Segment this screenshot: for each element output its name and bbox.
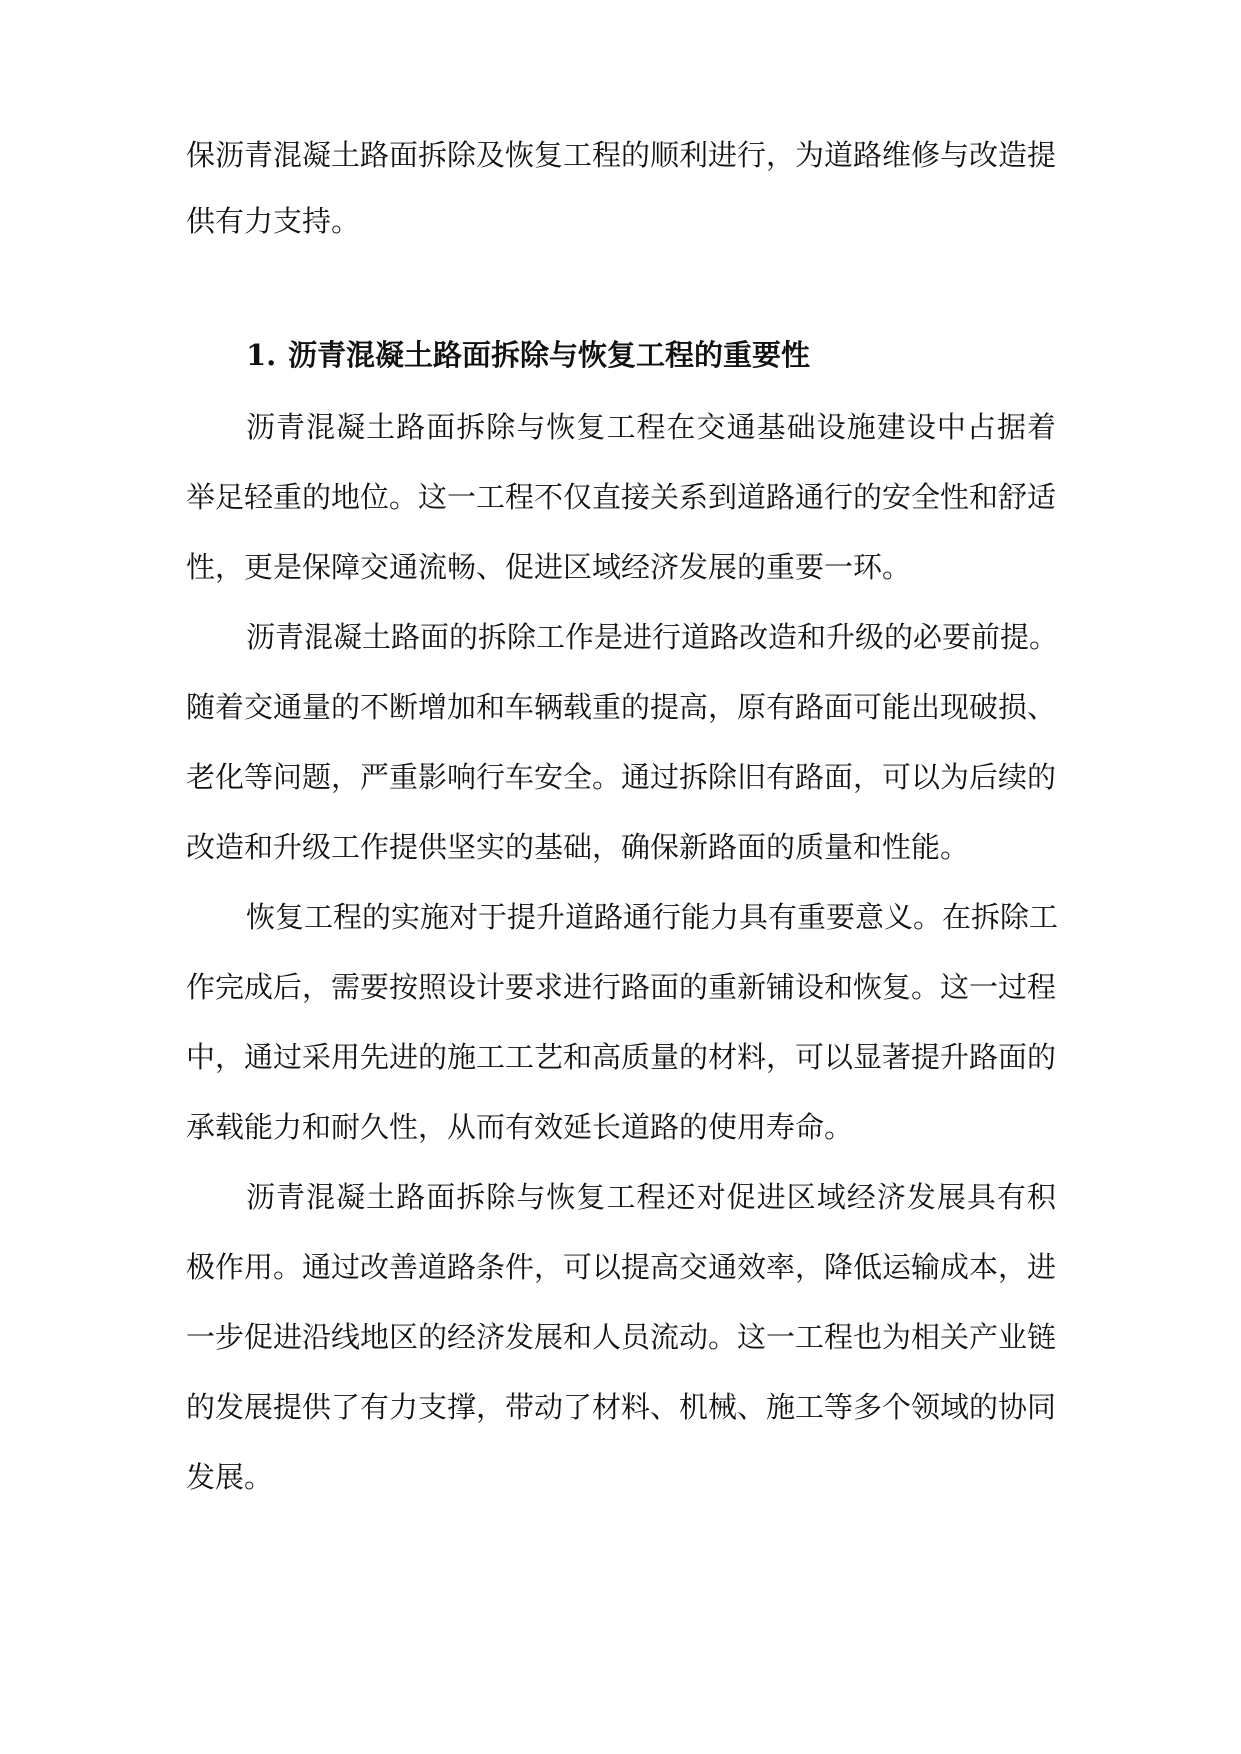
paragraph-line: 沥青混凝土路面拆除与恢复工程还对促进区域经济发展具有积 (246, 1180, 1056, 1214)
paragraph-line: 老化等问题，严重影响行车安全。通过拆除旧有路面，可以为后续的 (186, 760, 1057, 794)
paragraph-line: 沥青混凝土路面拆除与恢复工程在交通基础设施建设中占据着 (246, 410, 1056, 444)
paragraph-line: 举足轻重的地位。这一工程不仅直接关系到道路通行的安全性和舒适 (186, 480, 1057, 514)
paragraph-line: 恢复工程的实施对于提升道路通行能力具有重要意义。在拆除工 (246, 900, 1059, 934)
paragraph-line: 沥青混凝土路面的拆除工作是进行道路改造和升级的必要前提。 (246, 620, 1059, 654)
paragraph-line: 中，通过采用先进的施工工艺和高质量的材料，可以显著提升路面的 (186, 1040, 1057, 1074)
paragraph-line: 供有力支持。 (186, 204, 361, 238)
paragraph-line: 的发展提供了有力支撑，带动了材料、机械、施工等多个领域的协同 (186, 1390, 1057, 1424)
section-title: 沥青混凝土路面拆除与恢复工程的重要性 (288, 338, 811, 372)
paragraph-line: 发展。 (186, 1460, 274, 1494)
paragraph-line: 承载能力和耐久性，从而有效延长道路的使用寿命。 (186, 1110, 854, 1144)
section-heading (246, 334, 1056, 376)
paragraph-line: 改造和升级工作提供坚实的基础，确保新路面的质量和性能。 (186, 830, 970, 864)
paragraph-line: 性，更是保障交通流畅、促进区域经济发展的重要一环。 (186, 550, 912, 584)
paragraph-line: 一步促进沿线地区的经济发展和人员流动。这一工程也为相关产业链 (186, 1320, 1057, 1354)
section-number: 1. (246, 338, 277, 372)
paragraph-line: 随着交通量的不断增加和车辆载重的提高，原有路面可能出现破损、 (186, 690, 1057, 724)
paragraph-line: 保沥青混凝土路面拆除及恢复工程的顺利进行，为道路维修与改造提 (186, 138, 1057, 172)
paragraph-line: 极作用。通过改善道路条件，可以提高交通效率，降低运输成本，进 (186, 1250, 1057, 1284)
paragraph-line: 作完成后，需要按照设计要求进行路面的重新铺设和恢复。这一过程 (186, 970, 1057, 1004)
